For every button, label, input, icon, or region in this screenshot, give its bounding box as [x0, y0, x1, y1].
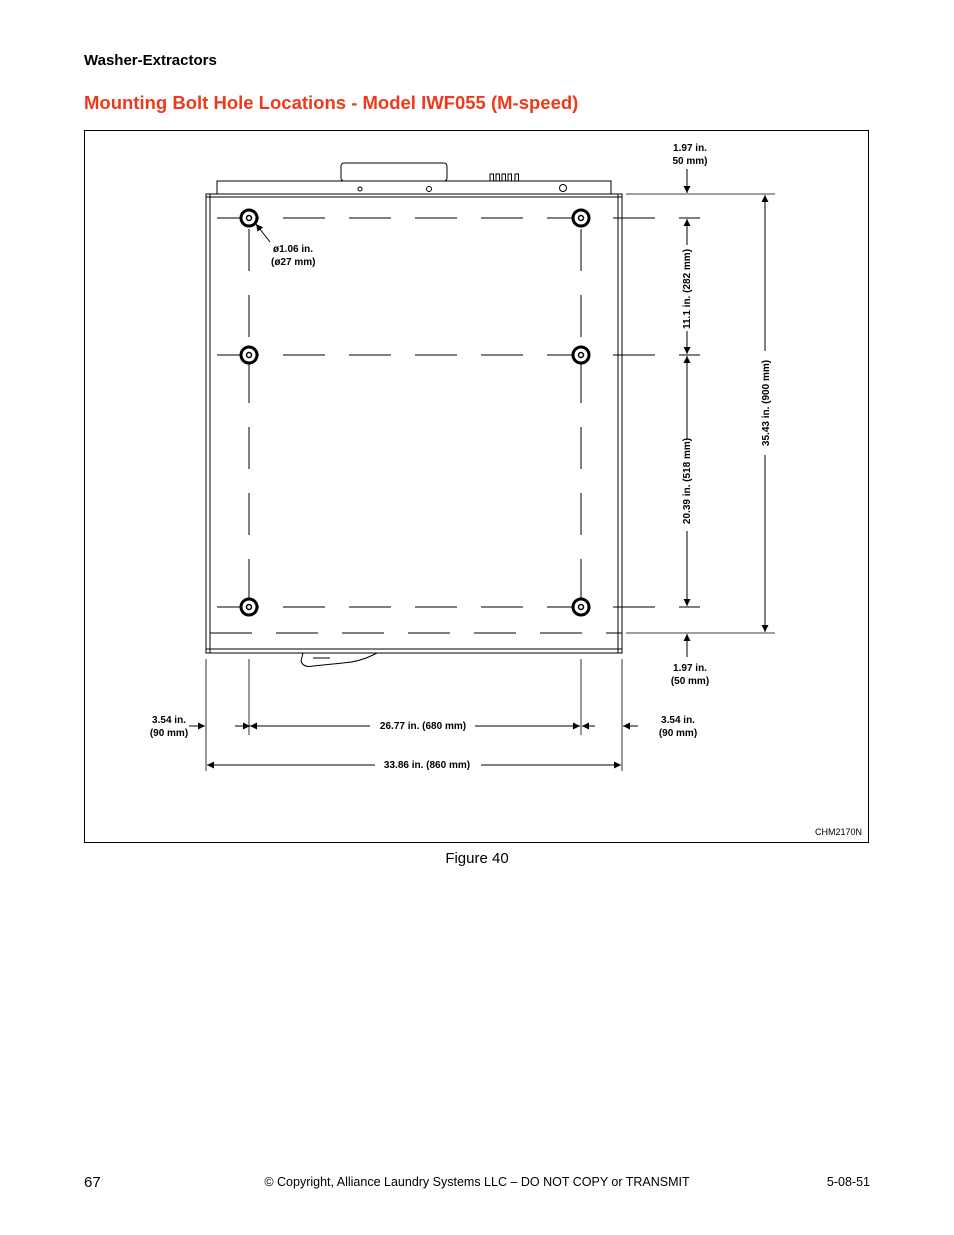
dim-left-offset-line2: (90 mm) — [149, 728, 189, 739]
dim-hole-diameter-line1: ø1.06 in. — [273, 244, 314, 255]
page-number: 67 — [84, 1174, 101, 1191]
figure-caption: Figure 40 — [445, 850, 509, 867]
mounting-diagram — [85, 131, 870, 844]
dim-upper-hole-spacing: 11.1 in. (282 mm) — [682, 248, 693, 330]
section-header: Washer-Extractors — [84, 52, 217, 69]
dim-bottom-offset-line2: (50 mm) — [670, 676, 710, 687]
dim-top-offset-line1: 1.97 in. — [673, 143, 707, 154]
dim-lower-hole-spacing: 20.39 in. (518 mm) — [682, 437, 693, 525]
page-title: Mounting Bolt Hole Locations - Model IWF055 (M-speed) — [84, 92, 579, 113]
bolt-hole — [241, 347, 257, 363]
dim-overall-width: 33.86 in. (860 mm) — [383, 760, 471, 771]
bolt-hole — [573, 347, 589, 363]
dim-right-offset-line1: 3.54 in. — [661, 715, 695, 726]
bolt-hole — [573, 599, 589, 615]
control-switches — [490, 174, 519, 181]
document-code: 5-08-51 — [826, 1175, 870, 1189]
bolt-hole — [573, 210, 589, 226]
dim-hole-width: 26.77 in. (680 mm) — [379, 721, 467, 732]
dim-top-offset-line2: 50 mm) — [672, 156, 708, 167]
dim-right-offset-line2: (90 mm) — [658, 728, 698, 739]
machine-outline — [206, 163, 622, 666]
dim-overall-depth: 35.43 in. (900 mm) — [761, 359, 772, 447]
figure-frame — [84, 130, 869, 843]
door-handle — [301, 653, 377, 666]
figure-id: CHM2170N — [814, 827, 862, 837]
dim-left-offset-line1: 3.54 in. — [152, 715, 186, 726]
dim-hole-diameter-line2: (ø27 mm) — [271, 257, 316, 268]
dim-bottom-offset-line1: 1.97 in. — [673, 663, 707, 674]
copyright-notice: © Copyright, Alliance Laundry Systems LLC – DO NOT COPY or TRANSMIT — [264, 1175, 690, 1189]
bolt-hole — [241, 210, 257, 226]
bolt-hole — [241, 599, 257, 615]
